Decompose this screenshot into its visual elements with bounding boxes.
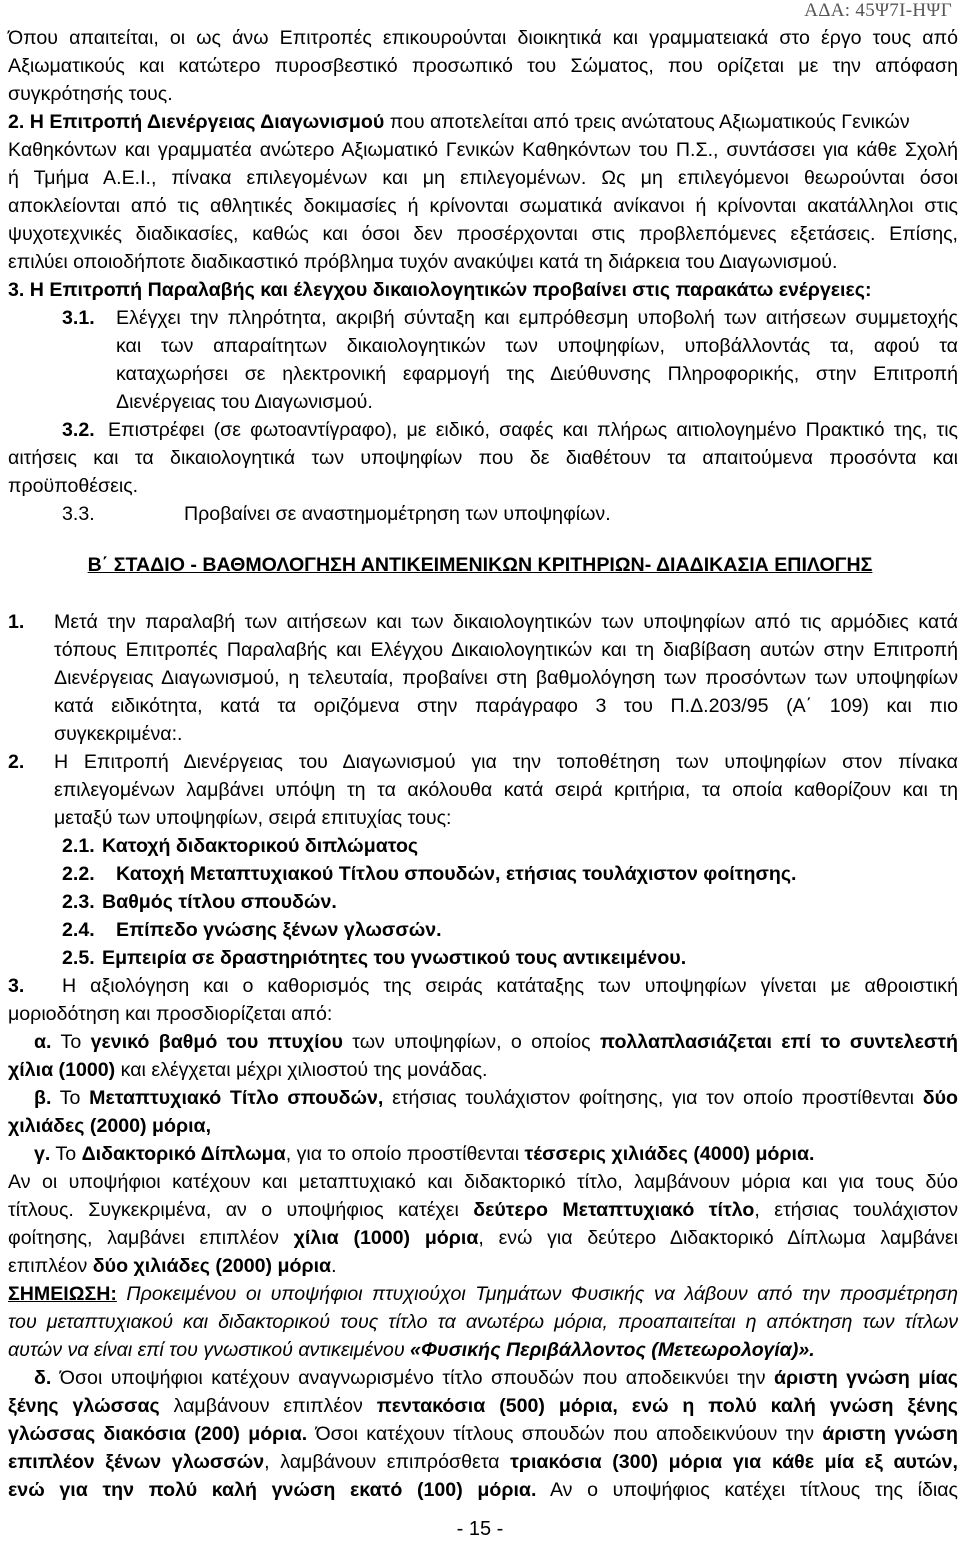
italic-text: Προκειμένου οι υποψήφιοι πτυχιούχοι Τμημάτων Φυσικής να λάβουν από την προσμέτρηση: [116, 1283, 958, 1305]
page-number: - 15 -: [456, 1518, 504, 1540]
item-number: 3.: [8, 975, 25, 997]
note-label: ΣΗΜΕΙΩΣΗ:: [8, 1283, 117, 1305]
bold-text: Μεταπτυχιακό Τίτλο σπουδών,: [89, 1087, 384, 1109]
text: ετήσιας τουλάχιστον φοίτησης, για τον οποίο προστίθενται: [383, 1087, 923, 1109]
bold-text: Η Επιτροπή Διενέργειας Διαγωνισμού: [29, 111, 385, 133]
criterion-text: Βαθμός τίτλου σπουδών.: [102, 891, 337, 913]
bold-text: άριστη γνώση: [822, 1423, 958, 1445]
text-line: κατά ειδικότητα, κατά τα οριζόμενα στην παράγραφο 3 του Π.Δ.203/95 (Α΄ 109) και πιο: [54, 695, 958, 717]
text-line: Η αξιολόγηση και ο καθορισμός της σειράς κατάταξης των υποψηφίων γίνεται με αθροιστική: [62, 975, 958, 997]
bold-text: ξένης γλώσσας: [8, 1395, 160, 1417]
bold-text: τριακόσια (300) μόρια για κάθε μία εξ αυτών,: [510, 1451, 958, 1473]
bold-text: χίλια (1000) μόρια: [293, 1227, 479, 1249]
item-number: 3.3.: [62, 503, 95, 525]
text: Όσοι υποψήφιοι κατέχουν αναγνωρισμένο τίτλο σπουδών που αποδεικνύει την: [51, 1367, 774, 1389]
criterion-text: Εμπειρία σε δραστηριότητες του γνωστικού τους αντικειμένου.: [102, 947, 687, 969]
text-line: [8, 1056, 488, 1084]
text-line: [8, 1224, 958, 1252]
text-line: Ελέγχει την πληρότητα, ακριβή σύνταξη και εμπρόθεσμη υποβολή των αιτήσεων συμμετοχής: [116, 307, 958, 329]
text-line: Αν οι υποψήφιοι κατέχουν και μεταπτυχιακό και διδακτορικό τίτλο, λαμβάνουν μόρια και για τους δύο: [8, 1171, 958, 1193]
section-title: Β΄ ΣΤΑΔΙΟ - ΒΑΘΜΟΛΟΓΗΣΗ ΑΝΤΙΚΕΙΜΕΝΙΚΩΝ ΚΡΙΤΗΡΙΩΝ- ΔΙΑΔΙΚΑΣΙΑ ΕΠΙΛΟΓΗΣ: [87, 554, 873, 576]
ada-code: ΑΔΑ: 45Ψ7Ι-ΗΨΓ: [804, 0, 952, 21]
bold-text: πεντακόσια (500) μόρια, ενώ η πολύ καλή γνώση ξένης: [376, 1395, 958, 1417]
bold-text: γενικό βαθμό του πτυχίου: [90, 1031, 343, 1053]
item-letter: δ.: [34, 1367, 52, 1389]
item-letter: β.: [34, 1087, 52, 1109]
bold-text: δύο χιλιάδες (2000) μόρια: [92, 1255, 332, 1277]
text-line: [8, 1476, 958, 1504]
item-number: 2.: [8, 751, 25, 773]
text: , ενώ για δεύτερο Διδακτορικό Δίπλωμα λαμβάνει: [478, 1227, 958, 1249]
criterion-number: 2.2.: [62, 863, 95, 885]
text-line: Όπου απαιτείται, οι ως άνω Επιτροπές επικουρούνται διοικητικά και γραμματειακά στο έργο τους από: [8, 27, 958, 49]
item-letter: γ.: [34, 1143, 51, 1165]
text-line: Αξιωματικούς και κατώτερο πυροσβεστικό προσωπικό του Σώματος, που ορίζεται με την απόφαση: [8, 55, 958, 77]
item-letter: α.: [34, 1031, 52, 1053]
bold-text: άριστη γνώση μίας: [773, 1367, 958, 1389]
item-number: 3.1.: [62, 307, 95, 329]
note-line: [8, 1280, 958, 1308]
text: επιπλέον: [8, 1255, 93, 1277]
paragraph-2-line: [8, 108, 958, 136]
text: , λαμβάνουν επιπρόσθετα: [264, 1451, 511, 1473]
text-line: καταχωρήσει σε ηλεκτρονική εφαρμογή της Διεύθυνσης Πληροφορικής, στην Επιτροπή: [116, 363, 958, 385]
text-line: αποκλείονται από τις αθλητικές δοκιμασίες ή κρίνονται σωματικά ανίκανοι ή κρίνονται ακατάλληλοι στις: [8, 195, 958, 217]
text-line: και των απαραίτητων δικαιολογητικών των υποψηφίων, υποβάλλοντάς τα, αφού τα: [116, 335, 958, 357]
text: που αποτελείται από τρεις ανώτατους Αξιωματικούς Γενικών: [384, 111, 910, 133]
text-line: [34, 1028, 958, 1056]
bold-text: Διδακτορικό Δίπλωμα: [81, 1143, 286, 1165]
text-line: [34, 1140, 814, 1168]
item-number: 1.: [8, 611, 25, 633]
text: .: [331, 1255, 337, 1277]
criterion-number: 2.5.: [62, 947, 95, 969]
bold-text: χιλιάδες (2000) μόρια,: [8, 1115, 212, 1137]
item-number: 3.2.: [62, 419, 95, 441]
criterion-text: Επίπεδο γνώσης ξένων γλωσσών.: [116, 919, 442, 941]
criterion-number: 2.3.: [62, 891, 95, 913]
text-line: τόπους Επιτροπές Παραλαβής και Ελέγχου Δικαιολογητικών και τη διαβίβαση αυτών στην Επιτροπή: [54, 639, 958, 661]
criterion-number: 2.1.: [62, 835, 95, 857]
note-line: [8, 1336, 815, 1364]
bold-text: τέσσερις χιλιάδες (4000) μόρια.: [524, 1143, 815, 1165]
bold-text: χίλια (1000): [8, 1059, 116, 1081]
text: φοίτησης, λαμβάνει επιπλέον: [8, 1227, 294, 1249]
text-line: επιλεγομένων λαμβάνει υπόψη τη τα ακόλουθα κατά σειρά κριτήρια, τα οποία καθορίζουν και τη: [54, 779, 958, 801]
text-line: Διενέργειας Διαγωνισμού, η τελευταία, προβαίνει στη βαθμολόγηση των προσόντων των υποψηφίων: [54, 667, 958, 689]
text-line: προϋποθέσεις.: [8, 475, 139, 497]
text-line: Διενέργειας του Διαγωνισμού.: [116, 391, 373, 413]
text-line: [34, 1364, 958, 1392]
text-line: μεταξύ των υποψηφίων, σειρά επιτυχίας τους:: [54, 807, 452, 829]
text-line: συγκρότησής τους.: [8, 83, 173, 105]
text-line: [8, 1392, 958, 1420]
text-line: ψυχοτεχνικές διαδικασίες, καθώς και όσοι δεν προσέρχονται στις προβλεπόμενες εξετάσεις. Επίσης,: [8, 223, 958, 245]
text-line: επιλύει οποιοδήποτε διαδικαστικό πρόβλημα τυχόν ανακύψει κατά τη διάρκεια του Διαγωνισμού.: [8, 251, 838, 273]
text: , για το οποίο προστίθενται: [285, 1143, 525, 1165]
bold-text: ενώ για την πολύ καλή γνώση εκατό (100) μόρια.: [8, 1479, 537, 1501]
bold-text: δύο: [922, 1087, 958, 1109]
text-line: [8, 1252, 337, 1280]
text-line: ή Τμήμα Α.Ε.Ι., πίνακα επιλεγομένων και μη επιλεγομένων. Ως μη επιλεγόμενοι θεωρούνται όσοι: [8, 167, 958, 189]
italic-text: αυτών να είναι επί του γνωστικού αντικειμένου: [8, 1339, 411, 1361]
bold-text: επιπλέον ξένων γλωσσών: [8, 1451, 265, 1473]
criterion-text: Κατοχή Μεταπτυχιακού Τίτλου σπουδών, ετήσιας τουλάχιστον φοίτησης.: [116, 863, 797, 885]
text-line: Προβαίνει σε αναστημομέτρηση των υποψηφίων.: [184, 503, 611, 525]
text: λαμβάνουν επιπλέον: [159, 1395, 377, 1417]
text-line: Η Επιτροπή Διενέργειας του Διαγωνισμού για την τοποθέτηση των υποψηφίων στον πίνακα: [54, 751, 958, 773]
text-line: [8, 1420, 958, 1448]
text: και ελέγχεται μέχρι χιλιοστού της μονάδας.: [115, 1059, 488, 1081]
text-line: αιτήσεις και τα δικαιολογητικά των υποψηφίων που δε διαθέτουν τα απαιτούμενα προσόντα και: [8, 447, 958, 469]
text-line: Μετά την παραλαβή των αιτήσεων και των δικαιολογητικών των υποψηφίων από τις αρμόδιες κατά: [54, 611, 958, 633]
bold-text: πολλαπλασιάζεται επί το συντελεστή: [599, 1031, 958, 1053]
text-line: [34, 1084, 958, 1112]
text-line: [8, 1196, 958, 1224]
criterion-number: 2.4.: [62, 919, 95, 941]
bold-text: γλώσσας διακόσια (200) μόρια.: [8, 1423, 308, 1445]
text-line: συγκεκριμένα:.: [54, 723, 183, 745]
text-line: Επιστρέφει (σε φωτοαντίγραφο), με ειδικό, σαφές και πλήρως αιτιολογημένο Πρακτικό της, τις: [108, 419, 958, 441]
note-line: του μεταπτυχιακού και διδακτορικού τους τίτλο τα ανωτέρω μόρια, προαπαιτείται η απόκτηση των τίτλων: [8, 1311, 958, 1333]
text: , ετήσιας τουλάχιστον: [754, 1199, 959, 1221]
text: Το: [50, 1143, 82, 1165]
bold-italic-text: «Φυσικής Περιβάλλοντος (Μετεωρολογία)».: [410, 1339, 815, 1361]
text-line: [8, 1448, 958, 1476]
text: τίτλους. Συγκεκριμένα, αν ο υποψήφιος κατέχει: [8, 1199, 474, 1221]
text-line: Καθηκόντων και γραμματέα ανώτερο Αξιωματικό Γενικών Καθηκόντων του Π.Σ., συντάσσει για κάθε Σχολή: [8, 139, 958, 161]
text: Όσοι κατέχουν τίτλους σπουδών που αποδεικνύουν την: [307, 1423, 823, 1445]
paragraph-number: 2.: [8, 111, 25, 133]
text: των υποψηφίων, ο οποίος: [342, 1031, 600, 1053]
text-line: μοριοδότηση και προσδιορίζεται από:: [8, 1003, 333, 1025]
text: Το: [51, 1031, 91, 1053]
bold-text: δεύτερο Μεταπτυχιακό τίτλο: [473, 1199, 755, 1221]
text: Αν ο υποψήφιος κατέχει τίτλους της ίδιας: [536, 1479, 958, 1501]
section-3-heading: 3. Η Επιτροπή Παραλαβής και έλεγχου δικαιολογητικών προβαίνει στις παρακάτω ενέργειες:: [8, 279, 872, 301]
criterion-text: Κατοχή διδακτορικού διπλώματος: [102, 835, 419, 857]
text: Το: [51, 1087, 90, 1109]
